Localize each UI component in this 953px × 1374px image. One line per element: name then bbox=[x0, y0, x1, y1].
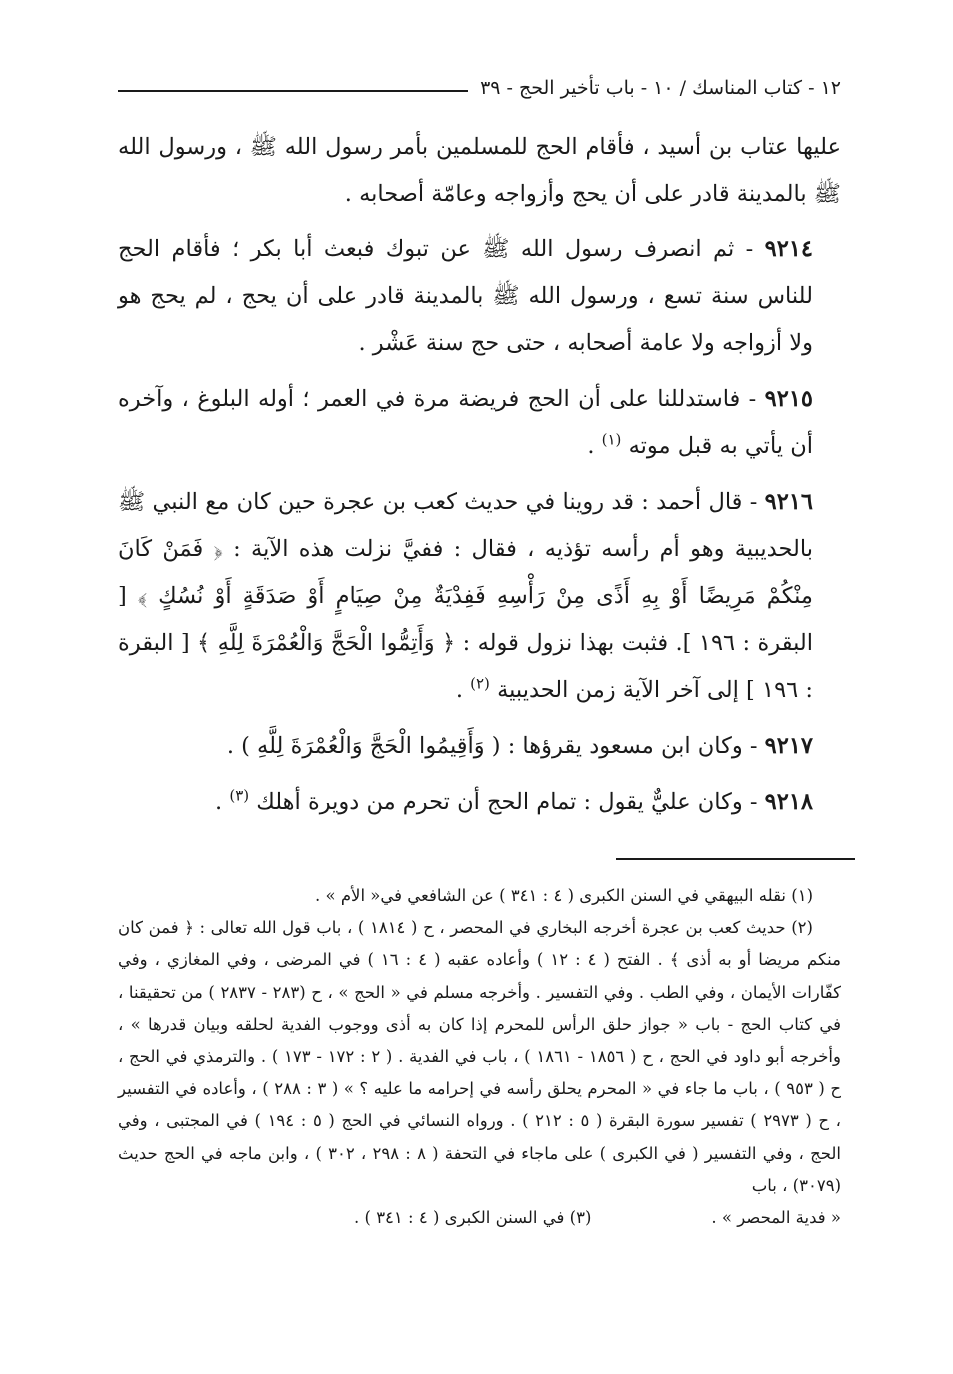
paragraph-number: ٩٢١٥ bbox=[764, 386, 813, 412]
footnote-ref-3[interactable]: (٣) bbox=[229, 786, 250, 805]
main-text bbox=[118, 124, 841, 835]
paragraph-end: . bbox=[587, 433, 602, 459]
paragraph-number: ٩٢١٨ bbox=[764, 789, 813, 815]
paragraph-text: - ثم انصرف رسول الله ﷺ عن تبوك فبعث أبا بكر ؛ فأقام الحج للناس سنة تسع ، ورسول الله ﷺ بالمدينة قادر على أن يحج ، لم يحج هو ولا أزواجه ولا عامة أصحابه ، حتى حج سنة عَشْر . bbox=[118, 236, 813, 356]
paragraph-9216 bbox=[118, 479, 841, 714]
paragraph-text: - فاستدللنا على أن الحج فريضة مرة في العمر ؛ أوله البلوغ ، وآخره أن يأتي به قبل موته bbox=[118, 386, 813, 459]
footnote-ref-1[interactable]: (١) bbox=[601, 430, 622, 449]
header-rule bbox=[118, 90, 468, 92]
paragraph-9214 bbox=[118, 226, 841, 367]
paragraph-text: عليها عتاب بن أسيد ، فأقام الحج للمسلمين بأمر رسول الله ﷺ ، ورسول الله ﷺ بالمدينة قادر على أن يحج وأزواجه وعامّة أصحابه . bbox=[118, 134, 841, 207]
footnote-1: (١) نقله البيهقي في السنن الكبرى ( ٤ : ٣٤١ ) عن الشافعي في« الأم » . bbox=[315, 886, 813, 905]
paragraph-number: ٩٢١٤ bbox=[764, 236, 813, 262]
running-header bbox=[118, 70, 841, 106]
paragraph-text: - وكان عليٌّ يقول : تمام الحج أن تحرم من دويرة أهلك bbox=[256, 789, 765, 815]
paragraph-number: ٩٢١٧ bbox=[764, 733, 813, 759]
paragraph-text: - وكان ابن مسعود يقرؤها : ( وَأَقِيمُوا الْحَجَّ وَالْعُمْرَةَ لِلَّهِ ) . bbox=[226, 733, 765, 759]
footnote-2: (٢) حديث كعب بن عجرة أخرجه البخاري في المحصر ، ح ( ١٨١٤ ) ، باب قول الله تعالى : ﴿ فمن كان منكم مريضا أو به أذى ﴾ . الفتح ( ٤ : ١٢ ) وأعاده عقبه ( ٤ : ١٦ ) في المرضى ، وفي المغازي ، وفي كفّارات الأيمان ، وفي الطب . وفي التفسير . وأخرجه مسلم في « الحج » ، ح (٢٨٣ - ٢٨٣٧ ) من تحقيقنا ، في كتاب الحج - باب « جواز حلق الرأس للمحرم إذا كان به أذى ووجوب الفدية لحلقه وبيان قدرها » ، وأخرجه أبو داود في الحج ، ح ( ١٨٥٦ - ١٨٦١ ) ، باب في الفدية . ( ٢ : ١٧٢ - ١٧٣ ) . والترمذي في الحج ، ح ( ٩٥٣ ) ، باب ما جاء في « المحرم يحلق رأسه في إحرامه ما عليه ؟ » ( ٣ : ٢٨٨ ) ، وأعاده في التفسير ، ح ( ٢٩٧٣ ) تفسير سورة البقرة ( ٥ : ٢١٢ ) . ورواه النسائي في الحج ( ٥ : ١٩٤ ) في المجتبى ، وفي الحج ، وفي التفسير ( في الكبرى ) على ماجاء في التحفة ( ٨ : ٢٩٨ ، ٣٠٢ ) ، وابن ماجه في الحج حديث (٣٠٧٩) ، باب bbox=[118, 918, 841, 1195]
paragraph-9218 bbox=[118, 779, 841, 826]
footnotes bbox=[118, 880, 841, 1234]
footnote-ref-2[interactable]: (٢) bbox=[470, 674, 490, 693]
footnote-last-line bbox=[118, 1202, 841, 1234]
running-title: ١٢ - كتاب المناسك / ١٠ - باب تأخير الحج - ٣٩ bbox=[480, 77, 841, 99]
footnote-separator bbox=[616, 858, 855, 860]
footnote-2-tail: « فدية المحصر » . bbox=[711, 1208, 841, 1228]
paragraph-end: . bbox=[215, 789, 230, 815]
paragraph-text: - قال أحمد : قد روينا في حديث كعب بن عجرة حين كان مع النبي ﷺ بالحديبية وهو أم رأسه تؤذيه ، فقال : ففيَّ نزلت هذه الآية : ﴿ فَمَنْ كَانَ مِنْكُمْ مَرِيضًا أَوْ بِهِ أَذًى مِنْ رَأْسِهِ فَفِدْيَةٌ مِنْ صِيَامٍ أَوْ صَدَقَةٍ أَوْ نُسُكٍ ﴾ [ البقرة : ١٩٦ ]. فثبت بهذا نزول قوله : ﴿ وَأَتِمُّوا الْحَجَّ وَالْعُمْرَةَ لِلَّهِ ﴾ [ البقرة : ١٩٦ ] إلى آخر الآية زمن الحديبية bbox=[118, 489, 813, 703]
paragraph-9215 bbox=[118, 376, 841, 470]
paragraph-number: ٩٢١٦ bbox=[764, 489, 813, 515]
paragraph-end: . bbox=[455, 677, 471, 703]
paragraph-continuation bbox=[118, 124, 841, 218]
paragraph-9217 bbox=[118, 723, 841, 770]
footnote-3: (٣) في السنن الكبرى ( ٤ : ٣٤١ ) . bbox=[354, 1208, 592, 1228]
